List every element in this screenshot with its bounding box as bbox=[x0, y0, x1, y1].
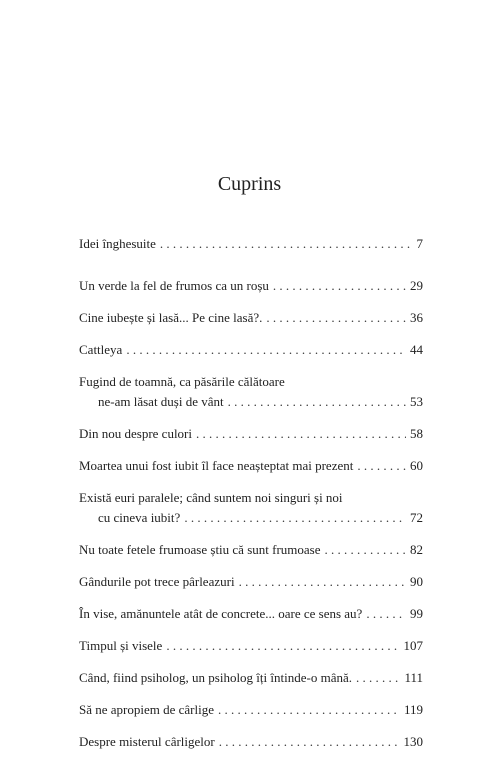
toc-page-number: 36 bbox=[410, 310, 423, 325]
dot-leader bbox=[218, 700, 400, 720]
toc-page-number: 111 bbox=[404, 670, 423, 685]
toc-entry bbox=[79, 488, 423, 528]
toc-entry-title: Când, fiind psiholog, un psiholog îți întinde-o mână. bbox=[79, 670, 352, 685]
toc-page-number: 44 bbox=[410, 342, 423, 357]
toc-entry bbox=[79, 572, 423, 592]
dot-leader bbox=[184, 508, 406, 528]
toc-entry bbox=[79, 456, 423, 476]
page-title: Cuprins bbox=[217, 173, 282, 195]
toc-entry-title: Cattleya bbox=[79, 342, 123, 357]
toc-page-number: 107 bbox=[403, 638, 423, 653]
toc-entry-title: Timpul și visele bbox=[79, 638, 163, 653]
dot-leader bbox=[356, 668, 400, 688]
toc-page-number: 29 bbox=[410, 278, 423, 293]
toc-entry-title: Există euri paralele; când suntem noi singuri și noi bbox=[79, 490, 343, 505]
toc-entry-title: În vise, amănuntele atât de concrete... oare ce sens au? bbox=[79, 606, 363, 621]
toc-page-number: 7 bbox=[416, 236, 423, 251]
toc-entry bbox=[79, 424, 423, 444]
toc-entry bbox=[79, 700, 423, 720]
dot-leader bbox=[219, 732, 400, 752]
toc-entry-title: Din nou despre culori bbox=[79, 426, 193, 441]
dot-leader bbox=[273, 276, 406, 296]
toc-page-number: 53 bbox=[410, 394, 423, 409]
toc-entry-title-continued: ne-am lăsat duși de vânt bbox=[98, 394, 224, 409]
toc-entry-title: Să ne apropiem de cârlige bbox=[79, 702, 214, 717]
dot-leader bbox=[266, 308, 406, 328]
toc-entry-title-continued: cu cineva iubit? bbox=[98, 510, 181, 525]
dot-leader bbox=[196, 424, 406, 444]
dot-leader bbox=[160, 234, 413, 254]
toc-entry bbox=[79, 604, 423, 624]
toc-entry bbox=[79, 732, 423, 752]
toc-entry bbox=[79, 276, 423, 296]
toc-page-number: 60 bbox=[410, 458, 423, 473]
dot-leader bbox=[239, 572, 406, 592]
toc-entry-title: Idei înghesuite bbox=[79, 236, 156, 251]
toc-entry bbox=[79, 668, 423, 688]
toc-entry-title: Gândurile pot trece pârleazuri bbox=[79, 574, 235, 589]
toc-page-number: 58 bbox=[410, 426, 423, 441]
toc-entry bbox=[79, 540, 423, 560]
dot-leader bbox=[166, 636, 399, 656]
toc-page-number: 82 bbox=[410, 542, 423, 557]
dot-leader bbox=[366, 604, 406, 624]
toc-entry-title: Un verde la fel de frumos ca un roșu bbox=[79, 278, 269, 293]
toc-page-number: 130 bbox=[403, 734, 423, 749]
dot-leader bbox=[325, 540, 407, 560]
toc-entry bbox=[79, 372, 423, 412]
toc-entry bbox=[79, 234, 423, 254]
dot-leader bbox=[126, 340, 406, 360]
toc-page-number: 99 bbox=[410, 606, 423, 621]
toc-entry bbox=[79, 636, 423, 656]
toc-page-number: 90 bbox=[410, 574, 423, 589]
dot-leader bbox=[357, 456, 406, 476]
toc-page-number: 72 bbox=[410, 510, 423, 525]
toc-entry-title: Cine iubește și lasă... Pe cine lasă?. bbox=[79, 310, 263, 325]
toc-entry-title: Despre misterul cârligelor bbox=[79, 734, 215, 749]
toc-page-number: 119 bbox=[403, 702, 423, 717]
dot-leader bbox=[228, 392, 406, 412]
toc-entry-title: Moartea unui fost iubit îl face neașteptat mai prezent bbox=[79, 458, 354, 473]
toc-entry-title: Nu toate fetele frumoase știu că sunt frumoase bbox=[79, 542, 321, 557]
toc-entry bbox=[79, 308, 423, 328]
toc-entry-title: Fugind de toamnă, ca păsările călătoare bbox=[79, 374, 285, 389]
toc-entry bbox=[79, 340, 423, 360]
table-of-contents bbox=[79, 234, 423, 764]
